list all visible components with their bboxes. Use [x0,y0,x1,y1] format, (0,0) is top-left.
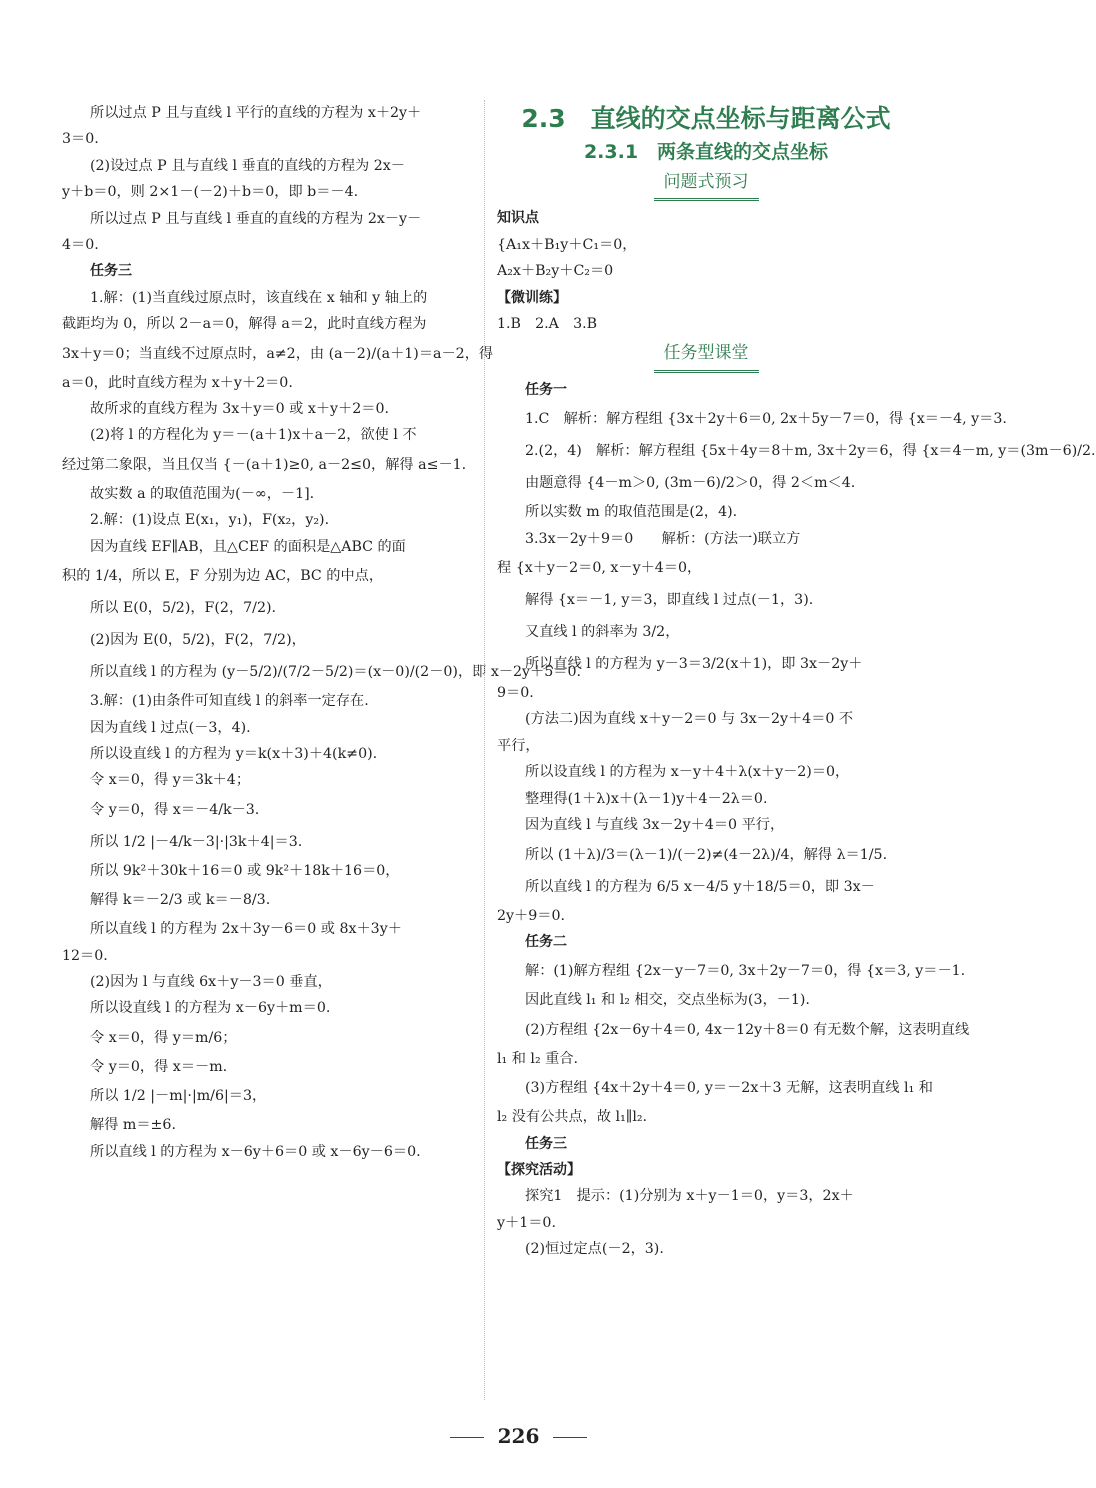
text-line: 故实数 a 的取值范围为(－∞，－1]. [90,485,315,502]
text-line: (2)设过点 P 且与直线 l 垂直的直线的方程为 2x－ [90,157,405,174]
banner-preview: 问题式预习 [497,168,915,201]
text-line: 12＝0. [62,947,108,964]
dash-right [553,1437,587,1438]
text-line: y＋1＝0. [497,1214,556,1231]
knowledge-block [497,205,915,337]
text-line: 1.C 解析：解方程组 {3x＋2y＋6＝0, 2x＋5y－7＝0，得 {x＝－4, y＝3. [525,411,1007,428]
text-line: 知识点 [497,210,539,227]
text-line: 所以直线 l 的方程为 (y－5/2)/(7/2－5/2)＝(x－0)/(2－0)，即 x－2y＋5＝0. [90,664,581,681]
text-line: 因为直线 EF∥AB，且△CEF 的面积是△ABC 的面 [90,538,406,555]
text-line: l₂ 没有公共点，故 l₁∥l₂. [497,1109,648,1126]
text-line: 因为直线 l 与直线 3x－2y＋4＝0 平行， [525,817,785,834]
text-line: 整理得(1＋λ)x＋(λ－1)y＋4－2λ＝0. [525,790,768,807]
text-line: 4＝0. [62,237,99,254]
text-line: 解得 k＝－2/3 或 k＝－8/3. [90,892,271,909]
text-line: 所以 (1＋λ)/3＝(λ－1)/(－2)≠(4－2λ)/4，解得 λ＝1/5. [525,846,888,863]
text-line: (2)将 l 的方程化为 y＝－(a＋1)x＋a－2，欲使 l 不 [90,427,417,444]
text-line: 3.3x－2y＋9＝0 解析：(方法一)联立方 [525,530,801,547]
text-line: 所以 E(0，5/2)，F(2，7/2). [90,600,277,617]
text-line: 程 {x＋y－2＝0, x－y＋4＝0， [497,560,702,577]
text-line: 所以 1/2 |－m|·|m/6|＝3， [90,1088,267,1105]
text-line: 因此直线 l₁ 和 l₂ 相交，交点坐标为(3，－1). [525,992,810,1009]
text-line: 探究1 提示：(1)分别为 x＋y－1＝0，y＝3，2x＋ [525,1188,854,1205]
text-line: 所以直线 l 的方程为 6/5 x－4/5 y＋18/5＝0，即 3x－ [525,878,875,895]
text-line: (2)因为 E(0，5/2)，F(2，7/2)， [90,632,306,649]
text-line: 【探究活动】 [497,1161,581,1178]
text-line: 2y＋9＝0. [497,907,565,924]
text-line: 所以设直线 l 的方程为 x－y＋4＋λ(x＋y－2)＝0， [525,764,850,781]
text-line: 令 y＝0，得 x＝－4/k－3. [90,801,260,818]
text-line: 令 y＝0，得 x＝－m. [90,1058,228,1075]
text-line: 所以 1/2 |－4/k－3|·|3k＋4|＝3. [90,833,303,850]
text-line: 1.B 2.A 3.B [497,316,598,333]
text-line: 任务三 [90,263,132,280]
text-line: 所以直线 l 的方程为 x－6y＋6＝0 或 x－6y－6＝0. [90,1143,421,1160]
page-number: 226 [0,1424,1037,1448]
section-title: 2.3 直线的交点坐标与距离公式 [521,104,891,133]
text-line: 任务二 [525,933,567,950]
subsection-title: 2.3.1 两条直线的交点坐标 [583,141,829,163]
text-line: 3x＋y＝0；当直线不过原点时，a≠2，由 (a－2)/(a＋1)＝a－2，得 [62,345,494,362]
dash-left [450,1437,484,1438]
text-line: (2)恒过定点(－2，3). [525,1241,664,1258]
text-line: 解：(1)解方程组 {2x－y－7＝0, 3x＋2y－7＝0，得 {x＝3, y＝－1. [525,963,966,980]
text-line: 又直线 l 的斜率为 3/2， [525,624,680,641]
text-line: {A₁x＋B₁y＋C₁＝0， [497,236,637,253]
text-line: 平行， [497,737,540,754]
text-line: a＝0，此时直线方程为 x＋y＋2＝0. [62,374,293,391]
text-line: 所以 9k²＋30k＋16＝0 或 9k²＋18k＋16＝0， [90,862,400,879]
text-line: (2)方程组 {2x－6y＋4＝0, 4x－12y＋8＝0 有无数个解，这表明直线 [525,1021,970,1038]
text-line: 因为直线 l 过点(－3，4). [90,719,251,736]
text-line: 所以实数 m 的取值范围是(2，4). [525,504,738,521]
text-line: l₁ 和 l₂ 重合. [497,1050,579,1067]
text-line: 3＝0. [62,131,99,148]
text-line: 积的 1/4，所以 E，F 分别为边 AC，BC 的中点， [62,568,384,585]
text-line: y＋b＝0，则 2×1－(－2)＋b＝0，即 b＝－4. [62,184,359,201]
text-line: (3)方程组 {4x＋2y＋4＝0, y＝－2x＋3 无解，这表明直线 l₁ 和 [525,1080,933,1097]
text-line: 所以设直线 l 的方程为 x－6y＋m＝0. [90,1000,331,1017]
text-line: 令 x＝0，得 y＝3k＋4； [90,772,251,789]
text-line: 经过第二象限，当且仅当 {－(a＋1)≥0, a－2≤0，解得 a≤－1. [62,456,467,473]
right-column [497,100,1096,1263]
text-line: 任务三 [525,1135,567,1152]
text-line: (方法二)因为直线 x＋y－2＝0 与 3x－2y＋4＝0 不 [525,711,854,728]
text-line: 【微训练】 [497,289,567,306]
text-line: 1.解：(1)当直线过原点时，该直线在 x 轴和 y 轴上的 [90,289,428,306]
text-line: A₂x＋B₂y＋C₂＝0 [497,263,614,280]
text-line: 所以直线 l 的方程为 2x＋3y－6＝0 或 8x＋3y＋ [90,921,402,938]
text-line: 所以过点 P 且与直线 l 平行的直线的方程为 x＋2y＋ [90,105,422,121]
text-line: 任务一 [525,381,567,398]
text-line: 3.解：(1)由条件可知直线 l 的斜率一定存在. [90,693,369,710]
column-divider [484,100,485,1400]
banner-classroom: 任务型课堂 [497,339,915,372]
text-line: 解得 m＝±6. [90,1117,176,1134]
text-line: 9＝0. [497,685,534,702]
text-line: 所以设直线 l 的方程为 y＝k(x＋3)＋4(k≠0). [90,745,378,762]
text-line: 令 x＝0，得 y＝m/6； [90,1029,237,1046]
text-line: 2.(2，4) 解析：解方程组 {5x＋4y＝8＋m, 3x＋2y＝6，得 {x＝4－m, y＝(3m－6)/2. [525,443,1096,460]
text-line: 由题意得 {4－m＞0, (3m－6)/2＞0，得 2＜m＜4. [525,475,856,492]
text-line: 解得 {x＝－1, y＝3，即直线 l 过点(－1，3). [525,592,814,609]
text-line: 故所求的直线方程为 3x＋y＝0 或 x＋y＋2＝0. [90,401,389,418]
text-line: 截距均为 0，所以 2－a＝0，解得 a＝2，此时直线方程为 [62,316,427,333]
text-line: 所以直线 l 的方程为 y－3＝3/2(x＋1)，即 3x－2y＋ [525,656,863,673]
text-line: 所以过点 P 且与直线 l 垂直的直线的方程为 2x－y－ [90,210,422,227]
text-line: 2.解：(1)设点 E(x₁，y₁)，F(x₂，y₂). [90,512,330,529]
task-block [497,377,1096,1263]
text-line: (2)因为 l 与直线 6x＋y－3＝0 垂直， [90,973,332,990]
